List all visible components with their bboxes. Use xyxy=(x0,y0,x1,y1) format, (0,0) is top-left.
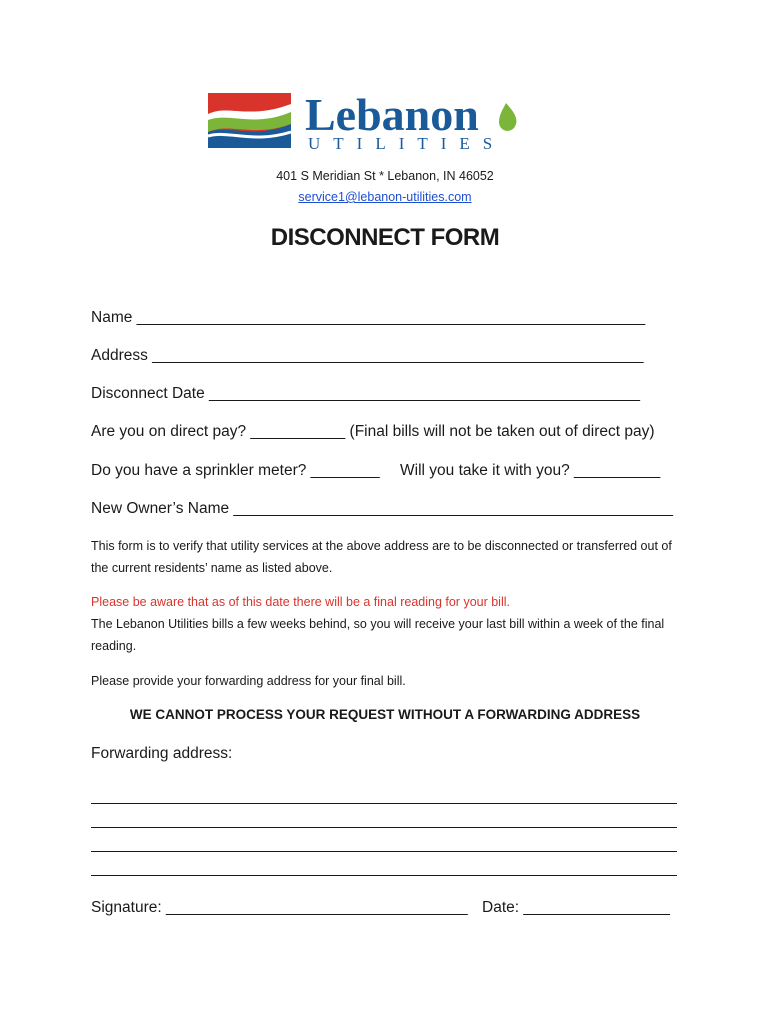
svg-text:Lebanon: Lebanon xyxy=(305,90,479,140)
address-line: 401 S Meridian St * Lebanon, IN 46052 xyxy=(276,169,494,183)
take-meter-field: Will you take it with you? __________ xyxy=(400,462,661,479)
forwarding-address-line xyxy=(91,827,677,828)
forwarding-notice: WE CANNOT PROCESS YOUR REQUEST WITHOUT A FORWARDING ADDRESS xyxy=(129,707,641,722)
name-field: Name ___________________________________________________________ xyxy=(91,309,646,326)
disconnect-date-field: Disconnect Date __________________________________________________ xyxy=(91,385,641,402)
forwarding-address-line xyxy=(91,803,677,804)
sprinkler-meter-field: Do you have a sprinkler meter? ________ xyxy=(91,462,380,479)
forwarding-address-line xyxy=(91,875,677,876)
svg-text:UTILITIES: UTILITIES xyxy=(308,134,506,152)
forwarding-address-label: Forwarding address: xyxy=(91,745,233,762)
bills-behind-paragraph: The Lebanon Utilities bills a few weeks behind, so you will receive your last bill within a week of the final reading. xyxy=(91,617,665,653)
email-link[interactable]: service1@lebanon-utilities.com xyxy=(298,190,472,204)
form-title: DISCONNECT FORM xyxy=(270,224,500,251)
forwarding-request: Please provide your forwarding address for your final bill. xyxy=(91,674,406,688)
date-field: Date: _________________ xyxy=(482,899,670,916)
forwarding-address-line xyxy=(91,851,677,852)
verify-paragraph: This form is to verify that utility services at the above address are to be disconnected or transferred out of the current residents’ name as listed above. xyxy=(91,539,672,575)
direct-pay-field: Are you on direct pay? ___________ (Final bills will not be taken out of direct pay) xyxy=(91,423,655,440)
new-owner-field: New Owner’s Name ___________________________________________________ xyxy=(91,500,674,517)
lebanon-utilities-logo xyxy=(208,90,568,152)
address-field: Address _________________________________________________________ xyxy=(91,347,644,364)
final-reading-warning: Please be aware that as of this date there will be a final reading for your bill. xyxy=(91,595,510,609)
signature-field: Signature: ___________________________________ xyxy=(91,899,468,916)
